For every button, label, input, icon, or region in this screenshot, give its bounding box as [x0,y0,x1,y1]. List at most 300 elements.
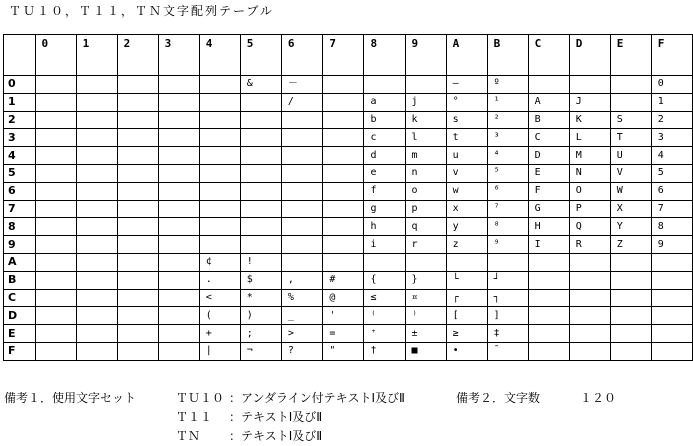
cell-6-3 [158,182,199,200]
table-row [4,253,693,271]
cell-C-8: ≤ [364,289,405,307]
cell-0-4 [199,76,240,94]
column-header-D: D [569,35,610,76]
cell-B-8: { [364,271,405,289]
cell-C-C [528,289,569,307]
cell-8-5 [240,218,281,236]
cell-0-C [528,76,569,94]
cell-F-7: " [323,342,364,360]
cell-A-1 [76,253,117,271]
cell-9-1 [76,236,117,254]
cell-4-3 [158,147,199,165]
cell-6-B: ⁶ [487,182,528,200]
cell-A-A [446,253,487,271]
cell-A-B [487,253,528,271]
cell-B-5: $ [240,271,281,289]
cell-8-4 [199,218,240,236]
cell-3-9: l [405,129,446,147]
cell-7-6 [281,200,323,218]
cell-3-6 [281,129,323,147]
row-header-3: 3 [4,129,36,147]
cell-0-E [610,76,651,94]
cell-4-5 [240,147,281,165]
page-title: ＴＵ１０，Ｔ１１，ＴＮ文字配列テーブル [9,4,274,18]
cell-4-E: U [610,147,651,165]
cell-5-0 [35,164,76,182]
cell-B-1 [76,271,117,289]
cell-D-4: ( [199,307,240,325]
row-header-F: F [4,342,36,360]
cell-F-F [651,342,692,360]
table-row [4,307,693,325]
cell-9-7 [323,236,364,254]
cell-1-7 [323,93,364,111]
cell-2-4 [199,111,240,129]
cell-3-B: ³ [487,129,528,147]
cell-0-A: – [446,76,487,94]
cell-7-0 [35,200,76,218]
cell-D-2 [117,307,158,325]
cell-7-7 [323,200,364,218]
cell-E-D [569,325,610,343]
cell-A-4: ¢ [199,253,240,271]
cell-9-B: ⁹ [487,236,528,254]
cell-A-C [528,253,569,271]
cell-B-9: } [405,271,446,289]
cell-F-6: ? [281,342,323,360]
cell-B-0 [35,271,76,289]
cell-A-2 [117,253,158,271]
cell-2-5 [240,111,281,129]
cell-D-B: ] [487,307,528,325]
cell-B-B: ┘ [487,271,528,289]
cell-4-2 [117,147,158,165]
column-header-9: 9 [405,35,446,76]
cell-7-E: X [610,200,651,218]
cell-5-B: ⁵ [487,164,528,182]
cell-B-7: # [323,271,364,289]
cell-F-C [528,342,569,360]
row-header-D: D [4,307,36,325]
cell-A-E [610,253,651,271]
cell-3-C: C [528,129,569,147]
cell-D-1 [76,307,117,325]
cell-8-A: y [446,218,487,236]
cell-E-F [651,325,692,343]
row-header-C: C [4,289,36,307]
cell-4-8: d [364,147,405,165]
cell-0-F: 0 [651,76,692,94]
column-header-5: 5 [240,35,281,76]
cell-9-4 [199,236,240,254]
cell-F-9: ■ [405,342,446,360]
cell-3-D: L [569,129,610,147]
cell-1-F: 1 [651,93,692,111]
cell-3-E: T [610,129,651,147]
cell-B-C [528,271,569,289]
cell-4-4 [199,147,240,165]
cell-E-2 [117,325,158,343]
cell-D-5: ) [240,307,281,325]
character-table [3,34,693,361]
cell-B-E [610,271,651,289]
note-1-code-2: ＴＮ [176,429,201,443]
cell-4-6 [281,147,323,165]
cell-A-8 [364,253,405,271]
cell-E-8: ⁺ [364,325,405,343]
cell-2-6 [281,111,323,129]
cell-5-F: 5 [651,164,692,182]
cell-2-7 [323,111,364,129]
cell-0-D [569,76,610,94]
note-1-desc-1: ：テキストⅠ及びⅡ [229,410,323,424]
cell-0-B: º [487,76,528,94]
column-header-4: 4 [199,35,240,76]
cell-C-6: % [281,289,323,307]
cell-A-3 [158,253,199,271]
cell-6-A: w [446,182,487,200]
cell-0-7 [323,76,364,94]
row-header-7: 7 [4,200,36,218]
cell-0-3 [158,76,199,94]
cell-5-4 [199,164,240,182]
cell-9-2 [117,236,158,254]
cell-2-1 [76,111,117,129]
cell-5-D: N [569,164,610,182]
cell-6-5 [240,182,281,200]
cell-E-B: ‡ [487,325,528,343]
table-row [4,236,693,254]
cell-2-3 [158,111,199,129]
cell-E-5: ; [240,325,281,343]
cell-4-F: 4 [651,147,692,165]
cell-0-2 [117,76,158,94]
cell-1-A: ° [446,93,487,111]
cell-1-3 [158,93,199,111]
row-header-E: E [4,325,36,343]
cell-A-0 [35,253,76,271]
cell-C-5: * [240,289,281,307]
cell-1-C: A [528,93,569,111]
cell-9-A: z [446,236,487,254]
table-row [4,271,693,289]
cell-E-A: ≥ [446,325,487,343]
cell-2-E: S [610,111,651,129]
column-header-7: 7 [323,35,364,76]
column-header-0: 0 [35,35,76,76]
cell-6-1 [76,182,117,200]
cell-C-B: ┐ [487,289,528,307]
cell-F-2 [117,342,158,360]
cell-F-4: | [199,342,240,360]
cell-3-8: c [364,129,405,147]
cell-1-E [610,93,651,111]
cell-C-2 [117,289,158,307]
column-header-E: E [610,35,651,76]
cell-5-8: e [364,164,405,182]
note-1-desc-2: ：テキストⅠ及びⅡ [229,429,323,443]
cell-C-0 [35,289,76,307]
cell-7-4 [199,200,240,218]
cell-1-9: j [405,93,446,111]
cell-2-9: k [405,111,446,129]
cell-F-5: ¬ [240,342,281,360]
cell-7-3 [158,200,199,218]
table-row [4,147,693,165]
cell-9-D: R [569,236,610,254]
column-header-row [4,35,693,76]
note-1-code-1: Ｔ１１ [176,410,213,424]
cell-E-4: + [199,325,240,343]
cell-3-F: 3 [651,129,692,147]
cell-7-9: p [405,200,446,218]
cell-6-6 [281,182,323,200]
table-row [4,111,693,129]
cell-D-6: _ [281,307,323,325]
cell-5-9: n [405,164,446,182]
cell-4-A: u [446,147,487,165]
cell-4-0 [35,147,76,165]
row-header-B: B [4,271,36,289]
cell-7-8: g [364,200,405,218]
cell-8-0 [35,218,76,236]
cell-5-C: E [528,164,569,182]
column-header-B: B [487,35,528,76]
cell-B-4: . [199,271,240,289]
cell-8-6 [281,218,323,236]
cell-8-1 [76,218,117,236]
cell-2-C: B [528,111,569,129]
cell-F-B: ¯ [487,342,528,360]
cell-2-B: ² [487,111,528,129]
cell-8-3 [158,218,199,236]
cell-C-4: < [199,289,240,307]
cell-B-D [569,271,610,289]
cell-9-3 [158,236,199,254]
cell-E-C [528,325,569,343]
row-header-A: A [4,253,36,271]
cell-E-1 [76,325,117,343]
cell-6-4 [199,182,240,200]
cell-C-D [569,289,610,307]
cell-6-2 [117,182,158,200]
cell-8-C: H [528,218,569,236]
row-header-9: 9 [4,236,36,254]
cell-0-8 [364,76,405,94]
cell-4-7 [323,147,364,165]
cell-2-F: 2 [651,111,692,129]
cell-7-F: 7 [651,200,692,218]
cell-D-F [651,307,692,325]
cell-4-D: M [569,147,610,165]
cell-E-3 [158,325,199,343]
cell-D-8: ⁽ [364,307,405,325]
cell-7-5 [240,200,281,218]
cell-0-9 [405,76,446,94]
cell-5-5 [240,164,281,182]
cell-3-1 [76,129,117,147]
cell-6-F: 6 [651,182,692,200]
cell-E-9: ± [405,325,446,343]
cell-C-1 [76,289,117,307]
cell-4-1 [76,147,117,165]
column-header-8: 8 [364,35,405,76]
cell-9-C: I [528,236,569,254]
cell-3-2 [117,129,158,147]
cell-6-C: F [528,182,569,200]
cell-9-0 [35,236,76,254]
cell-1-D: J [569,93,610,111]
cell-8-7 [323,218,364,236]
cell-7-2 [117,200,158,218]
note-1-label: 備考１．使用文字セット [4,391,137,405]
cell-3-3 [158,129,199,147]
cell-9-5 [240,236,281,254]
cell-9-9: r [405,236,446,254]
corner-cell [4,35,36,76]
cell-F-A: • [446,342,487,360]
cell-1-1 [76,93,117,111]
cell-D-C [528,307,569,325]
cell-C-9: ¤ [405,289,446,307]
cell-3-0 [35,129,76,147]
cell-F-D [569,342,610,360]
cell-2-2 [117,111,158,129]
cell-E-E [610,325,651,343]
cell-5-6 [281,164,323,182]
cell-F-3 [158,342,199,360]
column-header-1: 1 [76,35,117,76]
cell-E-0 [35,325,76,343]
table-row [4,182,693,200]
cell-5-E: V [610,164,651,182]
table-row [4,93,693,111]
cell-D-A: [ [446,307,487,325]
table-row [4,76,693,94]
cell-B-3 [158,271,199,289]
cell-3-A: t [446,129,487,147]
cell-C-F [651,289,692,307]
cell-1-8: a [364,93,405,111]
cell-A-D [569,253,610,271]
cell-5-A: v [446,164,487,182]
cell-1-5 [240,93,281,111]
cell-8-2 [117,218,158,236]
cell-D-D [569,307,610,325]
cell-C-E [610,289,651,307]
cell-F-E [610,342,651,360]
table-row [4,342,693,360]
cell-8-D: Q [569,218,610,236]
cell-1-2 [117,93,158,111]
column-header-2: 2 [117,35,158,76]
cell-7-B: ⁷ [487,200,528,218]
cell-8-8: h [364,218,405,236]
cell-B-2 [117,271,158,289]
row-header-4: 4 [4,147,36,165]
cell-2-0 [35,111,76,129]
cell-9-E: Z [610,236,651,254]
cell-D-9: ⁾ [405,307,446,325]
cell-4-C: D [528,147,569,165]
cell-8-9: q [405,218,446,236]
column-header-F: F [651,35,692,76]
cell-6-8: f [364,182,405,200]
cell-8-E: Y [610,218,651,236]
cell-B-A: └ [446,271,487,289]
cell-F-8: † [364,342,405,360]
cell-5-3 [158,164,199,182]
note-2-value: １２０ [580,391,617,405]
cell-0-1 [76,76,117,94]
cell-6-9: o [405,182,446,200]
cell-B-F [651,271,692,289]
cell-D-E [610,307,651,325]
cell-5-1 [76,164,117,182]
cell-6-7 [323,182,364,200]
row-header-1: 1 [4,93,36,111]
table-row [4,164,693,182]
table-row [4,289,693,307]
cell-6-0 [35,182,76,200]
cell-3-7 [323,129,364,147]
row-header-8: 8 [4,218,36,236]
table-row [4,218,693,236]
cell-1-0 [35,93,76,111]
cell-9-6 [281,236,323,254]
cell-1-4 [199,93,240,111]
cell-B-6: , [281,271,323,289]
note-2-label: 備考２．文字数 [456,391,541,405]
cell-5-2 [117,164,158,182]
cell-A-6 [281,253,323,271]
cell-A-7 [323,253,364,271]
cell-9-8: i [364,236,405,254]
cell-4-B: ⁴ [487,147,528,165]
cell-1-B: ¹ [487,93,528,111]
cell-C-7: @ [323,289,364,307]
row-header-5: 5 [4,164,36,182]
cell-E-7: = [323,325,364,343]
column-header-C: C [528,35,569,76]
cell-4-9: m [405,147,446,165]
cell-8-B: ⁸ [487,218,528,236]
cell-0-6: － [281,76,323,94]
column-header-A: A [446,35,487,76]
table-row [4,325,693,343]
cell-F-0 [35,342,76,360]
cell-C-A: ┌ [446,289,487,307]
cell-7-1 [76,200,117,218]
cell-2-D: K [569,111,610,129]
cell-0-5: & [240,76,281,94]
cell-7-A: x [446,200,487,218]
cell-3-5 [240,129,281,147]
cell-E-6: > [281,325,323,343]
cell-2-8: b [364,111,405,129]
cell-6-D: O [569,182,610,200]
cell-8-F: 8 [651,218,692,236]
table-row [4,129,693,147]
row-header-0: 0 [4,76,36,94]
cell-7-D: P [569,200,610,218]
cell-F-1 [76,342,117,360]
cell-A-5: ! [240,253,281,271]
row-header-2: 2 [4,111,36,129]
cell-3-4 [199,129,240,147]
cell-A-9 [405,253,446,271]
note-1-desc-0: ：アンダライン付テキストⅠ及びⅡ [229,391,405,405]
